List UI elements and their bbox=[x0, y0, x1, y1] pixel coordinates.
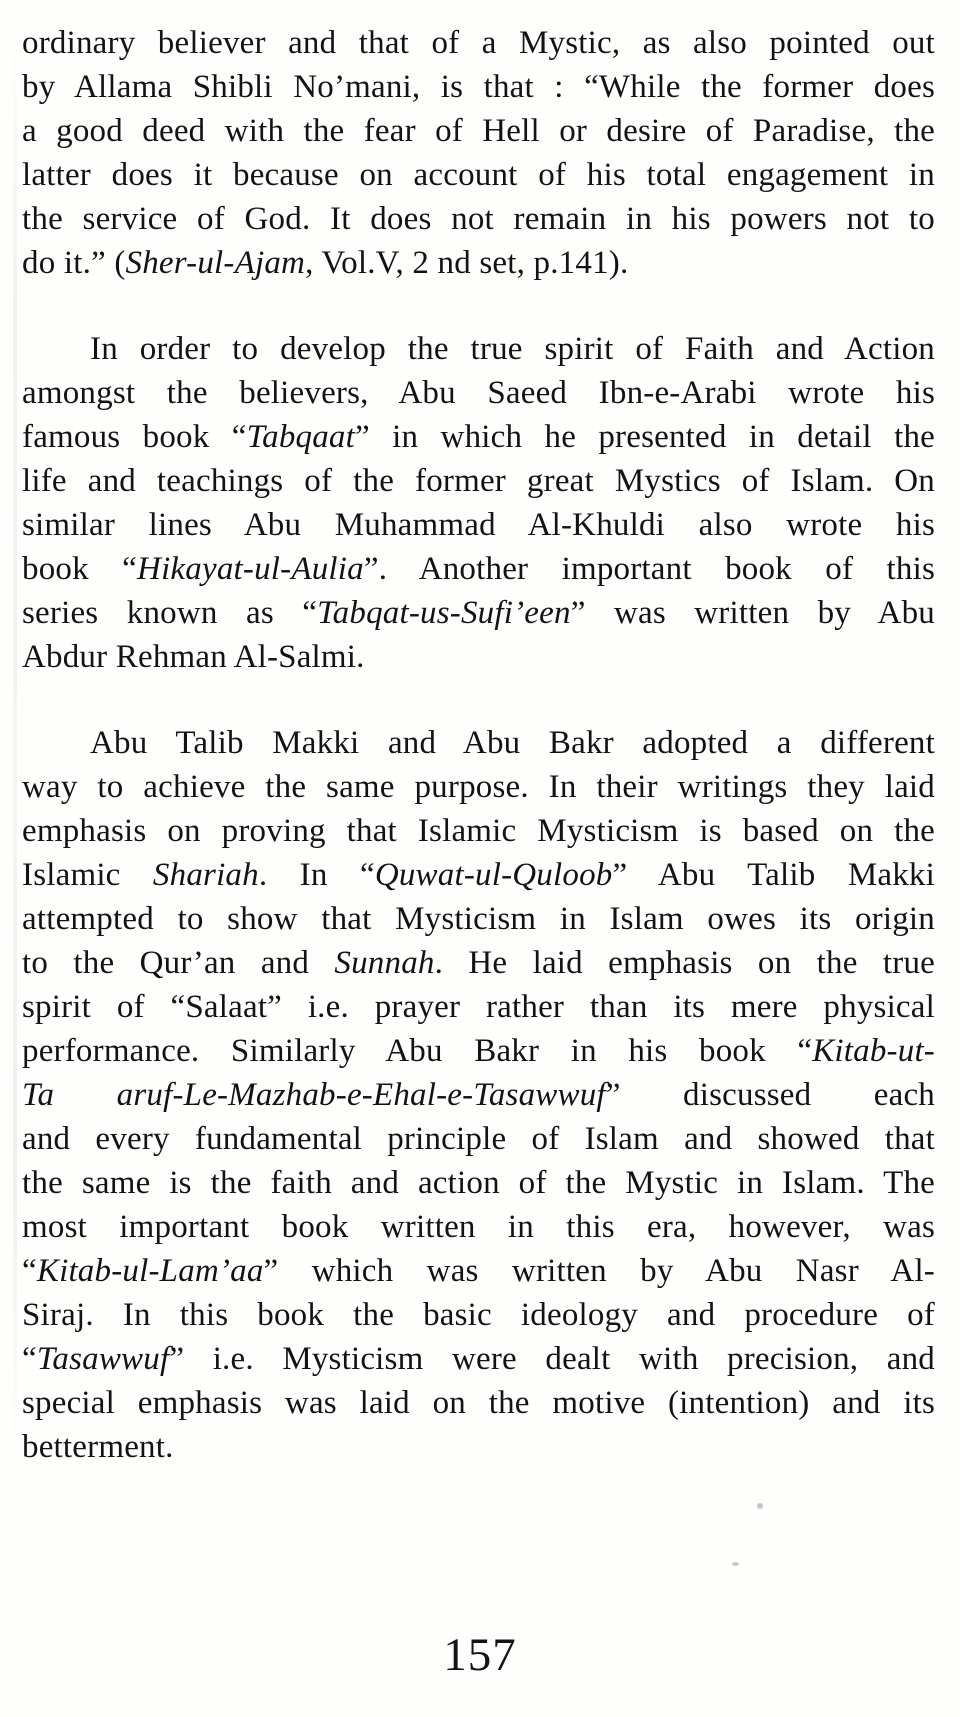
text-run: ” i.e. Mysticism were dealt with precision, and bbox=[169, 1341, 935, 1377]
text-run: “ bbox=[22, 1253, 37, 1289]
text-line bbox=[22, 897, 935, 941]
paragraph-ordinary-believer bbox=[22, 21, 935, 285]
text-run: special emphasis was laid on the motive (intention) and its bbox=[22, 1385, 935, 1421]
text-run: Siraj. In this book the basic ideology and procedure of bbox=[22, 1297, 935, 1333]
text-run: In order to develop the true spirit of Faith and Action bbox=[90, 331, 935, 367]
text-run: . In “ bbox=[258, 857, 375, 893]
text-run: the same is the faith and action of the Mystic in Islam. The bbox=[22, 1165, 935, 1201]
text-line bbox=[22, 1381, 935, 1425]
text-run: book “ bbox=[22, 551, 138, 587]
text-line bbox=[22, 853, 935, 897]
page-number: 157 bbox=[443, 1629, 517, 1681]
text-run: ” Abu Talib Makki bbox=[612, 857, 935, 893]
text-run: attempted to show that Mysticism in Islam owes its origin bbox=[22, 901, 935, 937]
text-line bbox=[22, 635, 935, 679]
text-line bbox=[22, 591, 935, 635]
book-title-italic: Tabqat-us-Sufi’een bbox=[317, 595, 571, 631]
scan-gutter-artifact bbox=[13, 20, 17, 1460]
text-run: Abdur Rehman Al-Salmi. bbox=[22, 639, 365, 675]
text-line bbox=[22, 1117, 935, 1161]
text-line bbox=[22, 547, 935, 591]
text-run: emphasis on proving that Islamic Mysticism is based on the bbox=[22, 813, 935, 849]
book-title-italic: Hikayat-ul-Aulia bbox=[137, 551, 364, 587]
book-title-italic: Shariah bbox=[152, 857, 259, 893]
book-title-italic: Sunnah bbox=[334, 945, 435, 981]
text-line bbox=[22, 371, 935, 415]
text-block bbox=[22, 21, 935, 1469]
paragraph-makki-and-bakr bbox=[22, 721, 935, 1469]
text-run: ”. Another important book of this bbox=[363, 551, 935, 587]
text-line bbox=[22, 1337, 935, 1381]
text-run: similar lines Abu Muhammad Al-Khuldi also wrote his bbox=[22, 507, 935, 543]
text-line bbox=[22, 327, 935, 371]
book-title-italic: Quwat-ul-Quloob bbox=[374, 857, 613, 893]
text-run: life and teachings of the former great Mystics of Islam. On bbox=[22, 463, 935, 499]
text-line bbox=[22, 241, 935, 285]
text-run: a good deed with the fear of Hell or desire of Paradise, the bbox=[22, 113, 935, 149]
text-run: by Allama Shibli No’mani, is that : “While the former does bbox=[22, 69, 935, 105]
text-line bbox=[22, 197, 935, 241]
text-run: ” was written by Abu bbox=[570, 595, 935, 631]
text-line bbox=[22, 459, 935, 503]
text-run: and every fundamental principle of Islam and showed that bbox=[22, 1121, 935, 1157]
text-line bbox=[22, 941, 935, 985]
text-run: the service of God. It does not remain in his powers not to bbox=[22, 201, 935, 237]
text-line bbox=[22, 985, 935, 1029]
text-line bbox=[22, 65, 935, 109]
text-line bbox=[22, 109, 935, 153]
text-line bbox=[22, 21, 935, 65]
text-line bbox=[22, 1029, 935, 1073]
text-line bbox=[22, 809, 935, 853]
text-run: ordinary believer and that of a Mystic, as also pointed out bbox=[22, 25, 935, 61]
text-run: to the Qur’an and bbox=[22, 945, 335, 981]
text-run: series known as “ bbox=[22, 595, 318, 631]
text-line bbox=[22, 1425, 935, 1469]
book-title-italic: Ta aruf-Le-Mazhab-e-Ehal-e-Tasawwuf bbox=[22, 1077, 606, 1113]
text-line bbox=[22, 503, 935, 547]
text-run: latter does it because on account of his total engagement in bbox=[22, 157, 935, 193]
text-line bbox=[22, 1073, 935, 1117]
text-run: most important book written in this era, however, was bbox=[22, 1209, 935, 1245]
book-title-italic: Kitab-ul-Lam’aa bbox=[36, 1253, 264, 1289]
book-title-italic: Tasawwuf bbox=[36, 1341, 170, 1377]
book-title-italic: Tabqaat bbox=[246, 419, 356, 455]
paragraph-tabqaat bbox=[22, 327, 935, 679]
text-run: Islamic bbox=[22, 857, 153, 893]
text-run: do it.” ( bbox=[22, 245, 126, 281]
text-line bbox=[22, 1205, 935, 1249]
text-line bbox=[22, 153, 935, 197]
text-run: betterment. bbox=[22, 1429, 174, 1465]
text-line bbox=[22, 1161, 935, 1205]
scan-speck bbox=[757, 1503, 763, 1509]
text-line bbox=[22, 415, 935, 459]
scan-speck bbox=[732, 1562, 739, 1566]
text-run: “ bbox=[22, 1341, 37, 1377]
text-run: Abu Talib Makki and Abu Bakr adopted a different bbox=[90, 725, 935, 761]
book-title-italic: Kitab-ut- bbox=[812, 1033, 935, 1069]
text-run: ” which was written by Abu Nasr Al- bbox=[263, 1253, 935, 1289]
text-run: famous book “ bbox=[22, 419, 247, 455]
text-run: , Vol.V, 2 nd set, p.141). bbox=[305, 245, 629, 281]
text-run: amongst the believers, Abu Saeed Ibn-e-Arabi wrote his bbox=[22, 375, 935, 411]
text-line bbox=[22, 1249, 935, 1293]
text-run: way to achieve the same purpose. In their writings they laid bbox=[22, 769, 935, 805]
book-title-italic: Sher-ul-Ajam bbox=[125, 245, 306, 281]
text-run: performance. Similarly Abu Bakr in his book “ bbox=[22, 1033, 813, 1069]
text-line bbox=[22, 765, 935, 809]
text-run: spirit of “Salaat” i.e. prayer rather than its mere physical bbox=[22, 989, 935, 1025]
text-run: ” discussed each bbox=[605, 1077, 936, 1113]
text-run: . He laid emphasis on the true bbox=[434, 945, 935, 981]
text-line bbox=[22, 721, 935, 765]
text-line bbox=[22, 1293, 935, 1337]
text-run: ” in which he presented in detail the bbox=[355, 419, 935, 455]
